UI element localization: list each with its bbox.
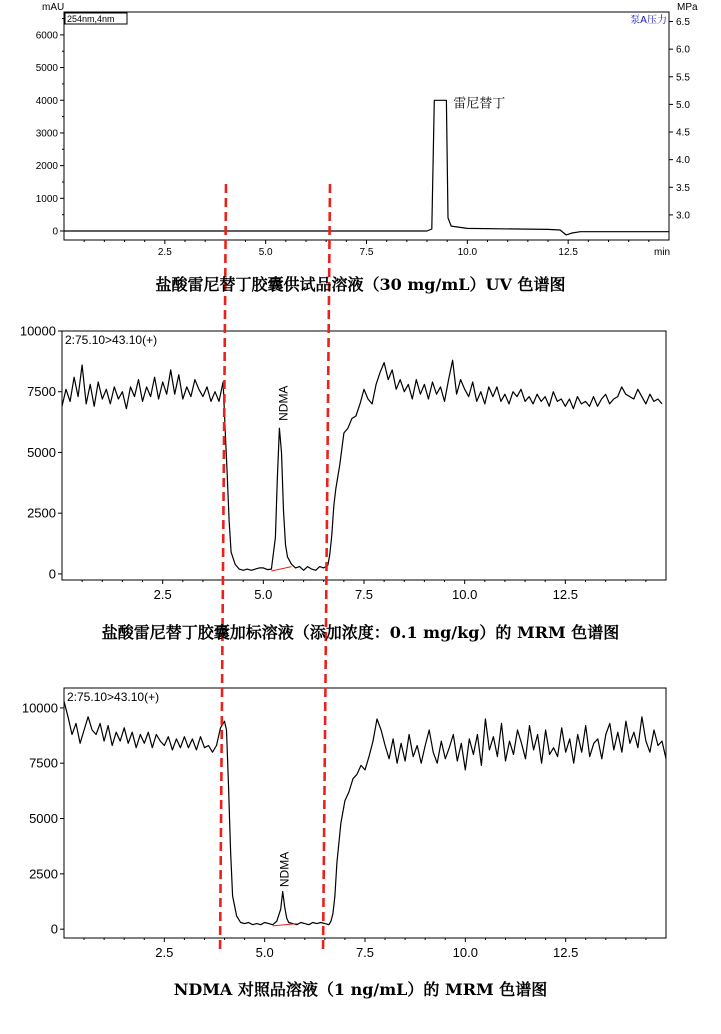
y-tick-label: 0: [50, 921, 58, 937]
y-tick-label: 4000: [35, 95, 58, 107]
y-tick-label: 5000: [29, 811, 58, 827]
x-tick-label: 2.5: [153, 587, 172, 602]
x-tick-label: 10.0: [452, 587, 478, 602]
marker-line-start: [220, 184, 226, 954]
channel-label: 2:75.10>43.10(+): [67, 690, 160, 704]
uv-chart-caption: 盐酸雷尼替丁胶囊供试品溶液（30 mg/mL）UV 色谱图: [155, 275, 566, 294]
y-tick-label: 5000: [27, 444, 56, 460]
y-tick-label: 0: [52, 226, 58, 238]
right-tick-label: 4.0: [676, 155, 690, 167]
standard-mrm-chromatogram-panel: [22, 688, 666, 960]
plot-frame: [62, 331, 666, 580]
uv-chromatogram-panel: [36, 2, 698, 258]
right-tick-label: 6.0: [676, 44, 690, 56]
y-axis-unit: mAU: [42, 2, 65, 13]
chromatogram-trace: [64, 701, 666, 924]
y-tick-label: 3000: [35, 128, 58, 140]
right-axis-unit: MPa: [677, 2, 698, 13]
retention-window-markers: [220, 184, 330, 954]
chromatogram-trace: [64, 100, 669, 235]
x-tick-label: 12.5: [552, 587, 578, 602]
y-tick-label: 2500: [29, 866, 58, 882]
detector-label: 254nm,4nm: [67, 14, 115, 24]
x-tick-label: 2.5: [155, 945, 174, 960]
marker-line-end: [323, 184, 330, 954]
y-tick-label: 7500: [27, 384, 56, 400]
x-tick-label: 12.5: [553, 945, 579, 960]
standard-chart-caption: NDMA 对照品溶液（1 ng/mL）的 MRM 色谱图: [173, 980, 548, 999]
y-tick-label: 10000: [19, 323, 56, 339]
plot-frame: [64, 688, 666, 938]
y-tick-label: 6000: [35, 30, 58, 42]
y-tick-label: 2500: [27, 505, 56, 521]
x-tick-label: 5.0: [254, 587, 273, 602]
right-tick-label: 6.5: [676, 17, 690, 29]
y-tick-label: 5000: [35, 63, 58, 75]
y-tick-label: 10000: [21, 700, 58, 716]
peak-label: NDMA: [276, 385, 291, 421]
x-tick-label: 7.5: [359, 247, 374, 258]
x-tick-label: 12.5: [558, 247, 578, 258]
peak-label: 雷尼替丁: [453, 96, 506, 112]
right-tick-label: 3.0: [676, 210, 690, 222]
x-axis-unit: min: [654, 247, 671, 258]
x-tick-label: 10.0: [452, 945, 478, 960]
channel-label: 2:75.10>43.10(+): [65, 333, 158, 347]
y-tick-label: 0: [48, 566, 56, 582]
x-tick-label: 7.5: [355, 945, 375, 960]
y-tick-label: 7500: [29, 755, 58, 771]
y-tick-label: 1000: [35, 193, 58, 205]
right-tick-label: 3.5: [676, 182, 690, 194]
right-tick-label: 5.5: [676, 72, 690, 84]
spiked-chart-caption: 盐酸雷尼替丁胶囊加标溶液（添加浓度：0.1 mg/kg）的 MRM 色谱图: [101, 623, 620, 642]
peak-label: NDMA: [277, 851, 292, 888]
chromatogram-trace: [62, 360, 662, 570]
x-tick-label: 5.0: [258, 247, 273, 258]
x-tick-label: 2.5: [157, 247, 172, 258]
x-tick-label: 10.0: [457, 247, 478, 258]
pump-pressure-legend: 泵A压力: [630, 15, 667, 26]
spiked-mrm-chromatogram-panel: [20, 324, 666, 603]
integration-baseline: [271, 567, 291, 571]
right-tick-label: 5.0: [676, 99, 690, 111]
y-tick-label: 2000: [35, 161, 58, 173]
x-tick-label: 7.5: [354, 587, 374, 602]
plot-frame: [64, 12, 669, 240]
integration-baseline: [273, 924, 297, 926]
right-tick-label: 4.5: [676, 127, 690, 139]
x-tick-label: 5.0: [255, 945, 274, 960]
